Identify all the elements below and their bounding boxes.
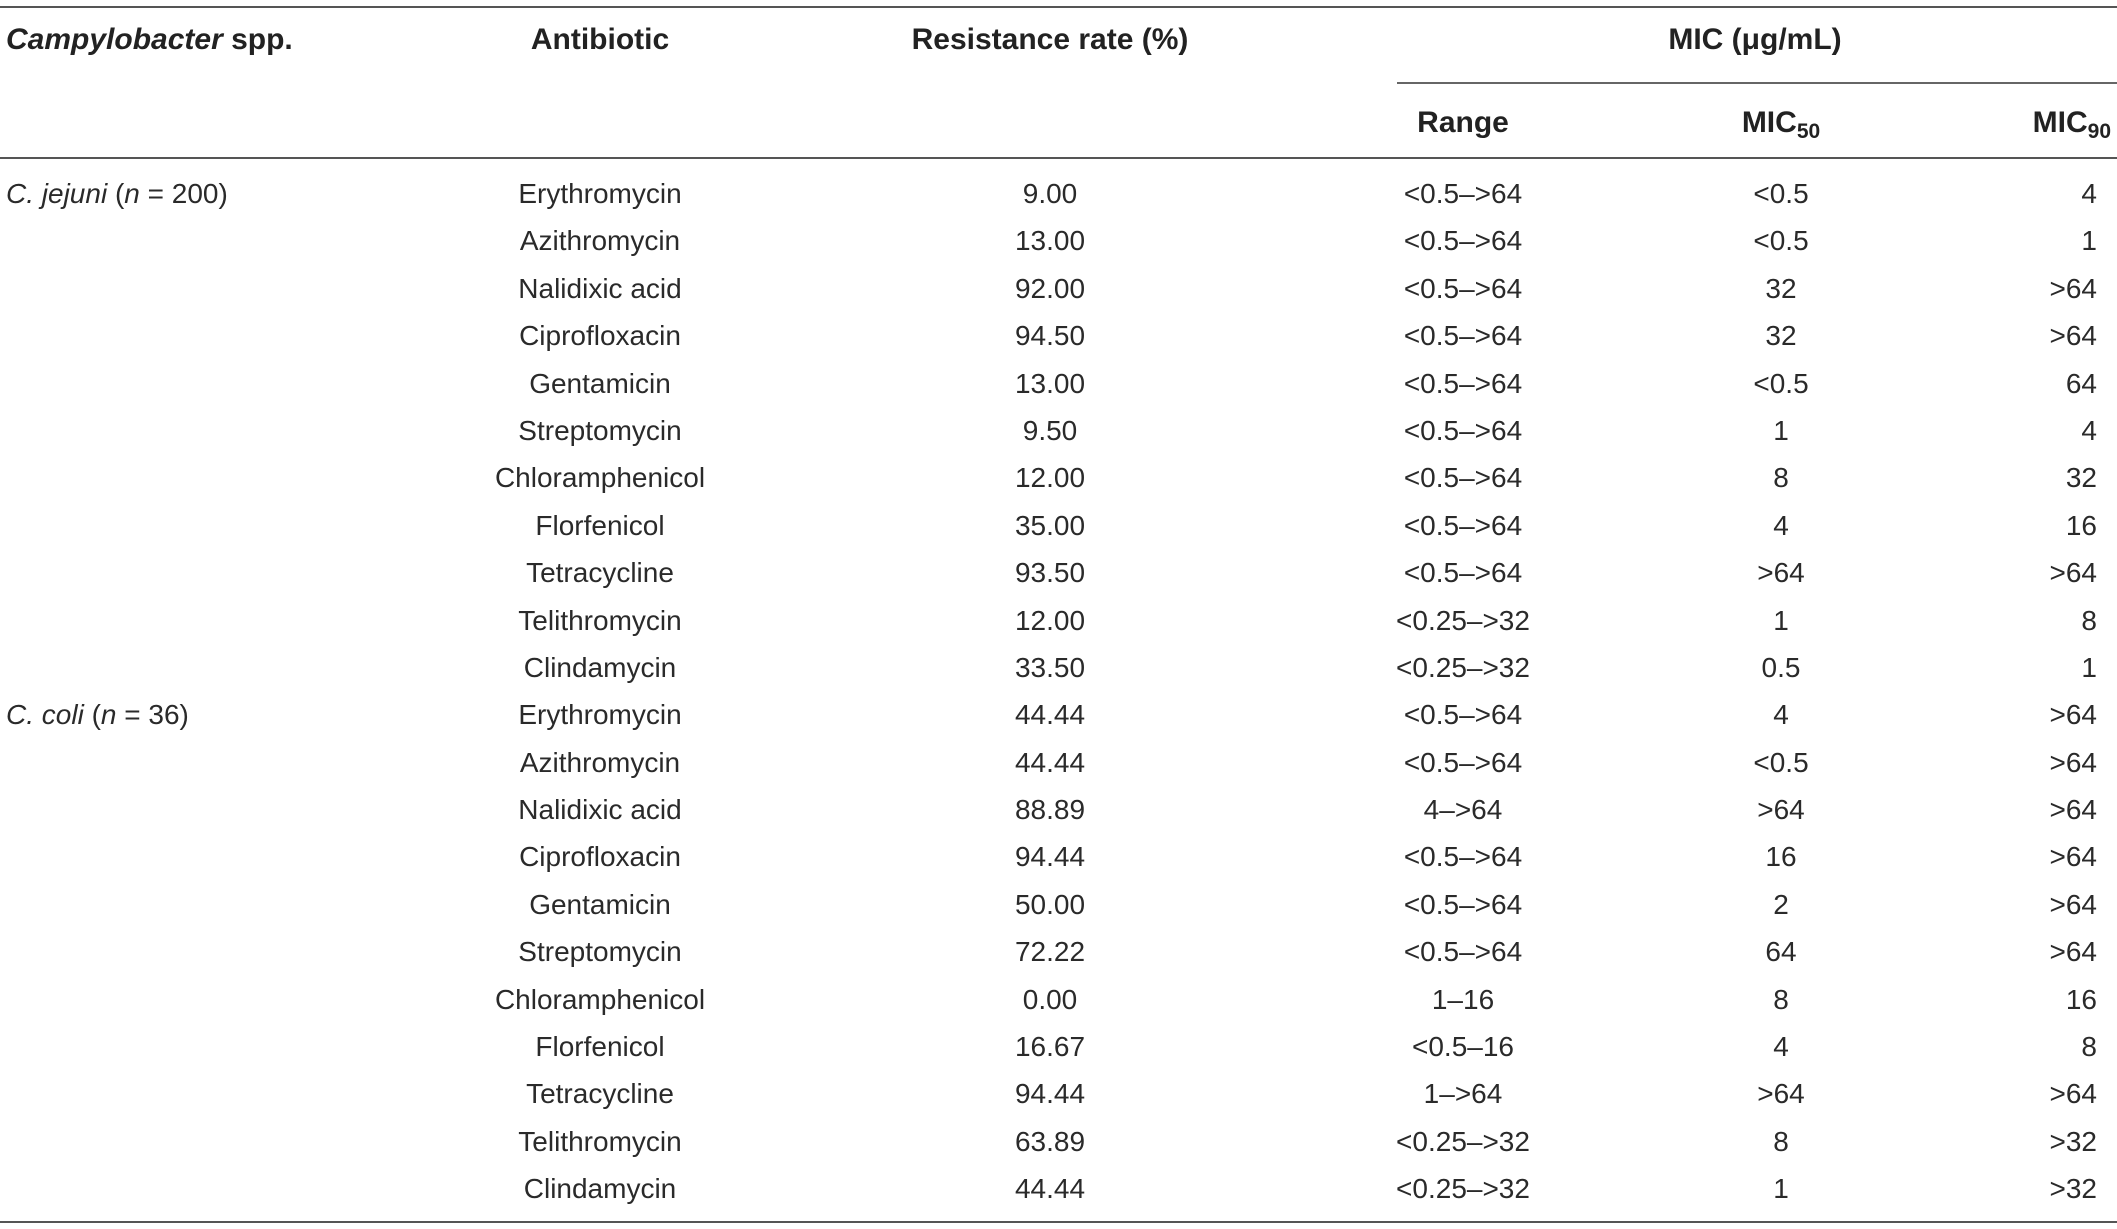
cell-antibiotic: Nalidixic acid (518, 272, 682, 304)
header-mic50-base: MIC (1741, 106, 1797, 139)
header-bottom-rule (0, 157, 2117, 159)
table-row (0, 551, 2117, 598)
cell-rate: 72.22 (1014, 936, 1086, 968)
cell-rate: 92.00 (1014, 272, 1086, 304)
cell-antibiotic: Ciprofloxacin (519, 841, 681, 873)
cell-mic50: >64 (1757, 1078, 1805, 1110)
cell-mic50: >64 (1757, 794, 1805, 826)
cell-mic90: 4 (2081, 414, 2097, 446)
cell-range: <0.5–>64 (1403, 888, 1523, 920)
cell-range: <0.25–>32 (1396, 604, 1530, 636)
cell-range: <0.5–>64 (1403, 462, 1523, 494)
table-row (0, 456, 2117, 503)
cell-mic50: 4 (1773, 1031, 1789, 1063)
cell-rate: 9.50 (1022, 414, 1078, 446)
table-row (0, 930, 2117, 977)
cell-antibiotic: Tetracycline (526, 557, 674, 589)
header-mic50-sub: 50 (1796, 120, 1821, 143)
cell-mic90: >64 (2049, 794, 2097, 826)
cell-antibiotic: Chloramphenicol (494, 983, 706, 1015)
species-n-value: = 200) (139, 178, 228, 209)
cell-antibiotic: Erythromycin (518, 699, 682, 731)
cell-antibiotic: Florfenicol (535, 509, 665, 541)
cell-rate: 94.44 (1014, 1078, 1086, 1110)
cell-species (6, 693, 189, 737)
cell-range: <0.5–16 (1412, 1031, 1514, 1063)
cell-range: <0.5–>64 (1403, 746, 1523, 778)
cell-mic50: 16 (1765, 841, 1797, 873)
cell-antibiotic: Erythromycin (518, 178, 682, 209)
cell-antibiotic: Streptomycin (518, 936, 682, 968)
cell-range: <0.5–>64 (1403, 699, 1523, 731)
cell-rate: 44.44 (1014, 699, 1086, 731)
table-row (0, 599, 2117, 646)
cell-mic50: 4 (1773, 699, 1789, 731)
cell-mic90: >64 (2049, 699, 2097, 731)
cell-range: <0.5–>64 (1403, 272, 1523, 304)
cell-rate: 12.00 (1014, 604, 1086, 636)
cell-mic50: 64 (1765, 936, 1797, 968)
cell-mic50: 32 (1765, 320, 1797, 352)
cell-mic50: 1 (1773, 414, 1789, 446)
cell-rate: 35.00 (1014, 509, 1086, 541)
species-n-open: ( (83, 699, 101, 731)
cell-mic90: >64 (2049, 888, 2097, 920)
cell-rate: 0.00 (1022, 983, 1078, 1015)
cell-rate: 13.00 (1014, 367, 1086, 399)
cell-rate: 63.89 (1014, 1125, 1086, 1157)
header-range: Range (1417, 106, 1509, 139)
cell-antibiotic: Clindamycin (523, 1173, 677, 1205)
cell-antibiotic: Telithromycin (518, 604, 682, 636)
cell-mic90: 16 (2065, 509, 2097, 541)
cell-mic90: >64 (2049, 936, 2097, 968)
cell-mic50: <0.5 (1753, 225, 1809, 257)
table-bottom-rule (0, 1221, 2117, 1223)
cell-range: <0.5–>64 (1403, 225, 1523, 257)
cell-rate: 88.89 (1014, 794, 1086, 826)
cell-rate: 13.00 (1014, 225, 1086, 257)
cell-range: <0.25–>32 (1396, 651, 1530, 683)
cell-mic90: >64 (2049, 746, 2097, 778)
table-row (0, 267, 2117, 314)
cell-mic50: 32 (1765, 272, 1797, 304)
cell-antibiotic: Streptomycin (518, 414, 682, 446)
table-row (0, 219, 2117, 266)
header-antibiotic: Antibiotic (530, 23, 670, 56)
cell-rate: 16.67 (1014, 1031, 1086, 1063)
header-resistance-rate: Resistance rate (%) (911, 23, 1189, 56)
cell-mic50: 1 (1773, 1173, 1789, 1205)
cell-range: 1–16 (1431, 983, 1495, 1015)
cell-rate: 94.44 (1014, 841, 1086, 873)
table-row (0, 1167, 2117, 1214)
cell-range: <0.5–>64 (1403, 936, 1523, 968)
cell-mic90: 8 (2081, 604, 2097, 636)
cell-mic50: <0.5 (1753, 178, 1809, 209)
table-row (0, 1120, 2117, 1167)
cell-antibiotic: Gentamicin (529, 367, 671, 399)
cell-mic50: 8 (1773, 462, 1789, 494)
cell-mic50: 8 (1773, 983, 1789, 1015)
cell-range: <0.5–>64 (1403, 414, 1523, 446)
cell-antibiotic: Chloramphenicol (494, 462, 706, 494)
mic-group-rule (1397, 82, 2117, 84)
table-row (0, 835, 2117, 882)
cell-mic90: >64 (2049, 841, 2097, 873)
cell-rate: 9.00 (1022, 178, 1078, 209)
cell-mic90: 4 (2081, 178, 2097, 209)
cell-mic90: >64 (2049, 557, 2097, 589)
table-row (0, 362, 2117, 409)
header-species-italic: Campylobacter (6, 23, 223, 56)
cell-mic90: >64 (2049, 1078, 2097, 1110)
species-name: C. coli (6, 699, 84, 731)
table-top-rule (0, 6, 2117, 8)
table-row (0, 646, 2117, 693)
header-mic90 (2033, 103, 2111, 143)
table-row (0, 409, 2117, 456)
cell-range: <0.5–>64 (1403, 841, 1523, 873)
table-row (0, 1072, 2117, 1119)
table-row (0, 314, 2117, 361)
cell-mic50: 0.5 (1761, 651, 1801, 683)
cell-antibiotic: Gentamicin (529, 888, 671, 920)
table-row (0, 1025, 2117, 1072)
cell-mic90: 64 (2065, 367, 2097, 399)
cell-mic90: 16 (2065, 983, 2097, 1015)
cell-mic50: <0.5 (1753, 367, 1809, 399)
cell-antibiotic: Ciprofloxacin (519, 320, 681, 352)
cell-range: <0.5–>64 (1403, 509, 1523, 541)
header-mic90-sub: 90 (2087, 120, 2111, 143)
cell-range: <0.5–>64 (1403, 178, 1523, 209)
table-row (0, 693, 2117, 740)
table-row (0, 883, 2117, 930)
cell-mic50: <0.5 (1753, 746, 1809, 778)
cell-mic50: 4 (1773, 509, 1789, 541)
cell-rate: 44.44 (1014, 746, 1086, 778)
header-mic90-base: MIC (2032, 106, 2088, 139)
header-mic-group: MIC (μg/mL) (1668, 23, 1842, 56)
cell-rate: 44.44 (1014, 1173, 1086, 1205)
species-n-symbol: n (124, 178, 140, 209)
table-row (0, 172, 2117, 219)
table-row (0, 504, 2117, 551)
cell-range: 1–>64 (1423, 1078, 1503, 1110)
cell-mic50: >64 (1757, 557, 1805, 589)
cell-species (6, 172, 228, 216)
species-n-value: = 36) (116, 699, 189, 731)
cell-mic90: >32 (2049, 1125, 2097, 1157)
species-n-symbol: n (100, 699, 117, 731)
cell-mic50: 1 (1773, 604, 1789, 636)
cell-mic90: >32 (2049, 1173, 2097, 1205)
header-species-rest: spp. (222, 23, 293, 56)
header-mic50 (1742, 103, 1820, 143)
table-body (0, 172, 2117, 1215)
cell-rate: 50.00 (1014, 888, 1086, 920)
cell-antibiotic: Florfenicol (535, 1031, 665, 1063)
cell-range: <0.5–>64 (1403, 367, 1523, 399)
cell-rate: 33.50 (1014, 651, 1086, 683)
cell-antibiotic: Azithromycin (519, 746, 681, 778)
species-name: C. jejuni (6, 178, 108, 209)
cell-mic90: 8 (2081, 1031, 2097, 1063)
table-row (0, 978, 2117, 1025)
cell-mic90: 1 (2081, 651, 2097, 683)
cell-mic90: 32 (2065, 462, 2097, 494)
cell-antibiotic: Clindamycin (523, 651, 677, 683)
table-row (0, 788, 2117, 835)
cell-range: <0.5–>64 (1403, 557, 1523, 589)
cell-antibiotic: Tetracycline (526, 1078, 674, 1110)
cell-mic50: 2 (1773, 888, 1789, 920)
cell-mic90: >64 (2049, 320, 2097, 352)
cell-antibiotic: Azithromycin (519, 225, 681, 257)
cell-mic90: 1 (2081, 225, 2097, 257)
cell-range: <0.25–>32 (1396, 1173, 1530, 1205)
header-species (6, 20, 293, 60)
species-n-open: ( (107, 178, 125, 209)
cell-mic90: >64 (2049, 272, 2097, 304)
cell-rate: 94.50 (1014, 320, 1086, 352)
cell-range: <0.25–>32 (1396, 1125, 1530, 1157)
cell-antibiotic: Nalidixic acid (518, 794, 682, 826)
cell-antibiotic: Telithromycin (518, 1125, 682, 1157)
table-row (0, 741, 2117, 788)
cell-range: 4–>64 (1423, 794, 1503, 826)
cell-rate: 93.50 (1014, 557, 1086, 589)
cell-rate: 12.00 (1014, 462, 1086, 494)
cell-range: <0.5–>64 (1403, 320, 1523, 352)
cell-mic50: 8 (1773, 1125, 1789, 1157)
